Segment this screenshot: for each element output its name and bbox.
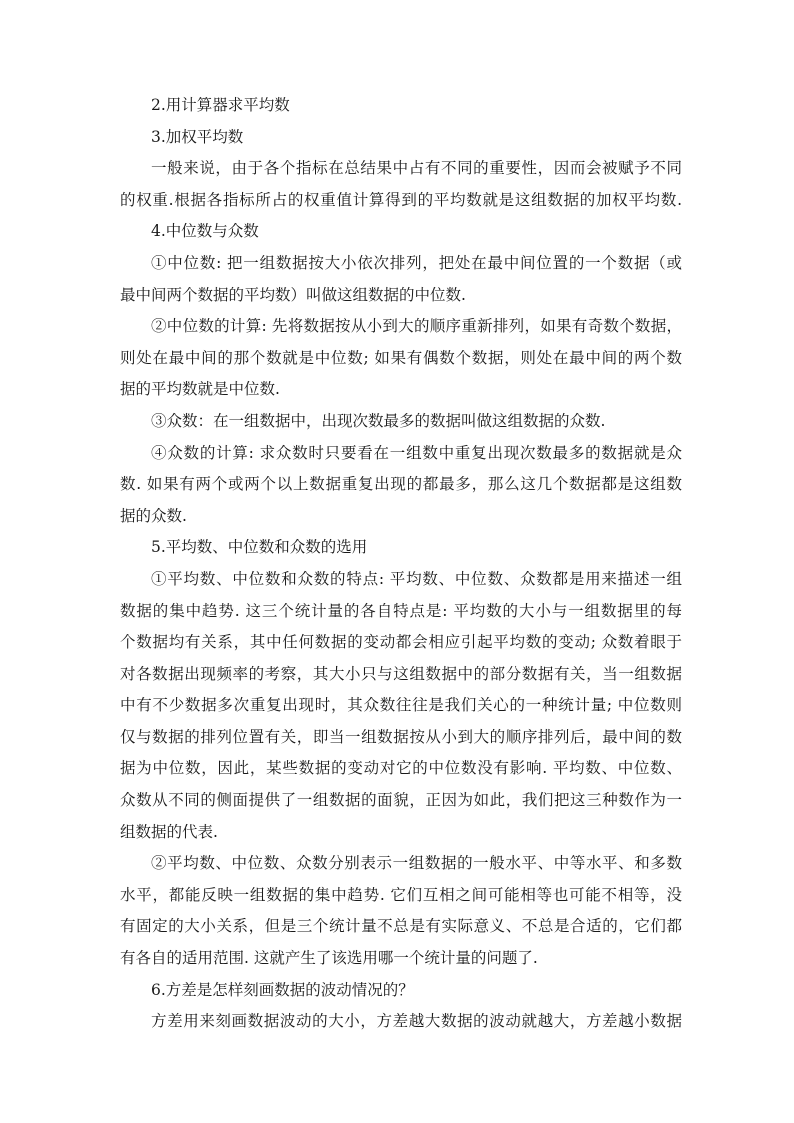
- text-line: 中有不少数据多次重复出现时，其众数往往是我们关心的一种统计量; 中位数则: [120, 696, 682, 715]
- text-line: 一般来说，由于各个指标在总结果中占有不同的重要性，因而会被赋予不同: [151, 159, 682, 178]
- text-line: 数. 如果有两个或两个以上数据重复出现的都最多，那么这几个数据都是这组数: [120, 475, 682, 494]
- text-line: 数据的集中趋势. 这三个统计量的各自特点是: 平均数的大小与一组数据里的每: [120, 601, 682, 620]
- text-line: 众数从不同的侧面提供了一组数据的面貌，正因为如此，我们把这三种数作为一: [120, 791, 682, 810]
- text-line: ④众数的计算: 求众数时只要看在一组数中重复出现次数最多的数据就是众: [151, 443, 682, 462]
- text-line: 则处在最中间的那个数就是中位数; 如果有偶数个数据，则处在最中间的两个数: [120, 348, 682, 367]
- text-line: 个数据均有关系，其中任何数据的变动都会相应引起平均数的变动; 众数着眼于: [120, 633, 682, 652]
- text-line: ①平均数、中位数和众数的特点: 平均数、中位数、众数都是用来描述一组: [151, 569, 682, 588]
- text-line: ②平均数、中位数、众数分别表示一组数据的一般水平、中等水平、和多数: [151, 854, 682, 873]
- text-line: 据的众数.: [120, 506, 187, 525]
- text-line: 仅与数据的排列位置有关，即当一组数据按从小到大的顺序排列后，最中间的数: [120, 727, 682, 746]
- text-line: 组数据的代表.: [120, 822, 218, 841]
- text-line: 对各数据出现频率的考察，其大小只与这组数据中的部分数据有关，当一组数据: [120, 664, 682, 683]
- text-line: 6.方差是怎样刻画数据的波动情况的？: [151, 980, 414, 999]
- text-line: 有固定的大小关系，但是三个统计量不总是有实际意义、不总是合适的，它们都: [120, 917, 682, 936]
- text-line: 据为中位数，因此，某些数据的变动对它的中位数没有影响. 平均数、中位数、: [120, 759, 682, 778]
- text-line: ①中位数: 把一组数据按大小依次排列，把处在最中间位置的一个数据（或: [151, 253, 682, 272]
- text-line: ②中位数的计算: 先将数据按从小到大的顺序重新排列，如果有奇数个数据，: [151, 317, 682, 336]
- document-page: [120, 90, 682, 1038]
- text-line: 5.平均数、中位数和众数的选用: [151, 538, 368, 557]
- text-line: ③众数：在一组数据中，出现次数最多的数据叫做这组数据的众数.: [151, 411, 606, 430]
- text-line: 的权重.根据各指标所占的权重值计算得到的平均数就是这组数据的加权平均数.: [120, 190, 682, 209]
- text-line: 有各自的适用范围. 这就产生了该选用哪一个统计量的问题了.: [120, 949, 538, 968]
- text-line: 最中间两个数据的平均数）叫做这组数据的中位数.: [120, 285, 466, 304]
- text-line: 3.加权平均数: [151, 127, 244, 146]
- text-line: 水平，都能反映一组数据的集中趋势. 它们互相之间可能相等也可能不相等，没: [120, 885, 682, 904]
- text-line: 方差用来刻画数据波动的大小，方差越大数据的波动就越大，方差越小数据: [151, 1012, 682, 1031]
- text-line: 据的平均数就是中位数.: [120, 380, 280, 399]
- text-line: 2.用计算器求平均数: [151, 96, 290, 114]
- text-line: 4.中位数与众数: [151, 222, 259, 241]
